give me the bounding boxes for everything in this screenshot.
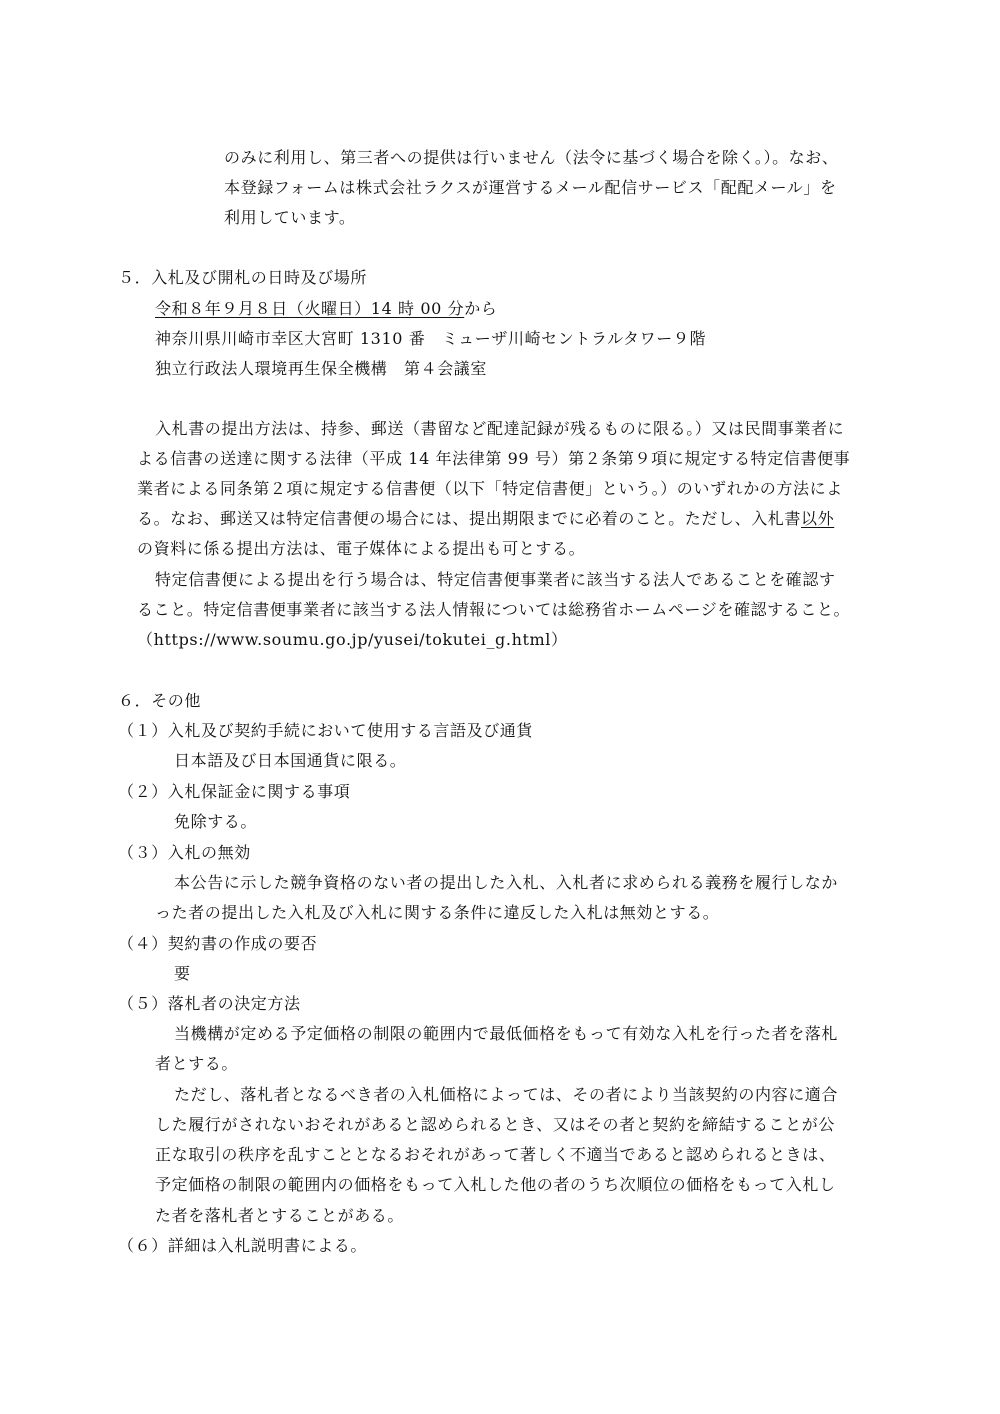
item-body: した履行がされないおそれがあると認められるとき、又はその者と契約を締結することが公 xyxy=(155,1115,835,1134)
item-body: 者とする。 xyxy=(155,1054,239,1073)
item-body: った者の提出した入札及び入札に関する条件に違反した入札は無効とする。 xyxy=(155,903,720,922)
item-title: （３）入札の無効 xyxy=(118,843,251,862)
section5-para1-line: 入札書の提出方法は、持参、郵送（書留など配達記録が残るものに限る。）又は民間事業者に xyxy=(155,419,845,438)
item-body: 要 xyxy=(174,964,191,983)
section5-para1-line: よる信書の送達に関する法律（平成 14 年法律第 99 号）第２条第９項に規定する特定信書便事 xyxy=(137,449,851,468)
item-title: （６）詳細は入札説明書による。 xyxy=(118,1236,368,1255)
section5-para1-line: 業者による同条第２項に規定する信書便（以下「特定信書便」という。）のいずれかの方法によ xyxy=(137,479,843,498)
intro-line: のみに利用し、第三者への提供は行いません（法令に基づく場合を除く。）。なお、 xyxy=(224,148,839,167)
item-title: （５）落札者の決定方法 xyxy=(118,994,301,1013)
section5-datetime-suffix: から xyxy=(464,299,498,318)
item-body: 予定価格の制限の範囲内の価格をもって入札した他の者のうち次順位の価格をもって入札し xyxy=(155,1175,836,1194)
section5-para2-line: ること。特定信書便事業者に該当する法人情報については総務省ホームページを確認すること。 xyxy=(137,600,851,619)
intro-line: 本登録フォームは株式会社ラクスが運営するメール配信サービス「配配メール」を xyxy=(224,178,837,197)
section5-url: （https://www.soumu.go.jp/yusei/tokutei_g.html） xyxy=(137,630,568,649)
section6-heading: ６．その他 xyxy=(118,691,202,710)
section5-datetime xyxy=(155,298,497,320)
intro-line: 利用しています。 xyxy=(224,208,356,227)
section5-room: 独立行政法人環境再生保全機構 第４会議室 xyxy=(155,359,488,378)
item-body: 正な取引の秩序を乱すこととなるおそれがあって著しく不適当であると認められるときは、 xyxy=(155,1145,836,1164)
section5-heading: ５．入札及び開札の日時及び場所 xyxy=(118,268,368,287)
item-title: （１）入札及び契約手続において使用する言語及び通貨 xyxy=(118,721,534,740)
section5-datetime-underlined: 令和８年９月８日（火曜日）14 時 00 分 xyxy=(155,299,465,318)
item-body: 免除する。 xyxy=(174,812,258,831)
section5-para1-text: る。なお、郵送又は特定信書便の場合には、提出期限までに必着のこと。ただし、入札書 xyxy=(137,509,802,528)
section5-para1-line: の資料に係る提出方法は、電子媒体による提出も可とする。 xyxy=(137,539,586,558)
item-title: （４）契約書の作成の要否 xyxy=(118,934,318,953)
item-title: （２）入札保証金に関する事項 xyxy=(118,782,351,801)
section5-para2-line: 特定信書便による提出を行う場合は、特定信書便事業者に該当する法人であることを確認す xyxy=(155,570,836,589)
item-body: 本公告に示した競争資格のない者の提出した入札、入札者に求められる義務を履行しなか xyxy=(174,873,839,892)
section5-para1-underlined: 以外 xyxy=(801,509,835,528)
section5-para1-line xyxy=(137,508,834,530)
item-body: た者を落札者とすることがある。 xyxy=(155,1206,405,1225)
item-body: ただし、落札者となるべき者の入札価格によっては、その者により当該契約の内容に適合 xyxy=(174,1085,839,1104)
item-body: 当機構が定める予定価格の制限の範囲内で最低価格をもって有効な入札を行った者を落札 xyxy=(174,1024,839,1043)
item-body: 日本語及び日本国通貨に限る。 xyxy=(174,751,407,770)
section5-address: 神奈川県川崎市幸区大宮町 1310 番 ミューザ川崎セントラルタワー９階 xyxy=(155,329,707,348)
